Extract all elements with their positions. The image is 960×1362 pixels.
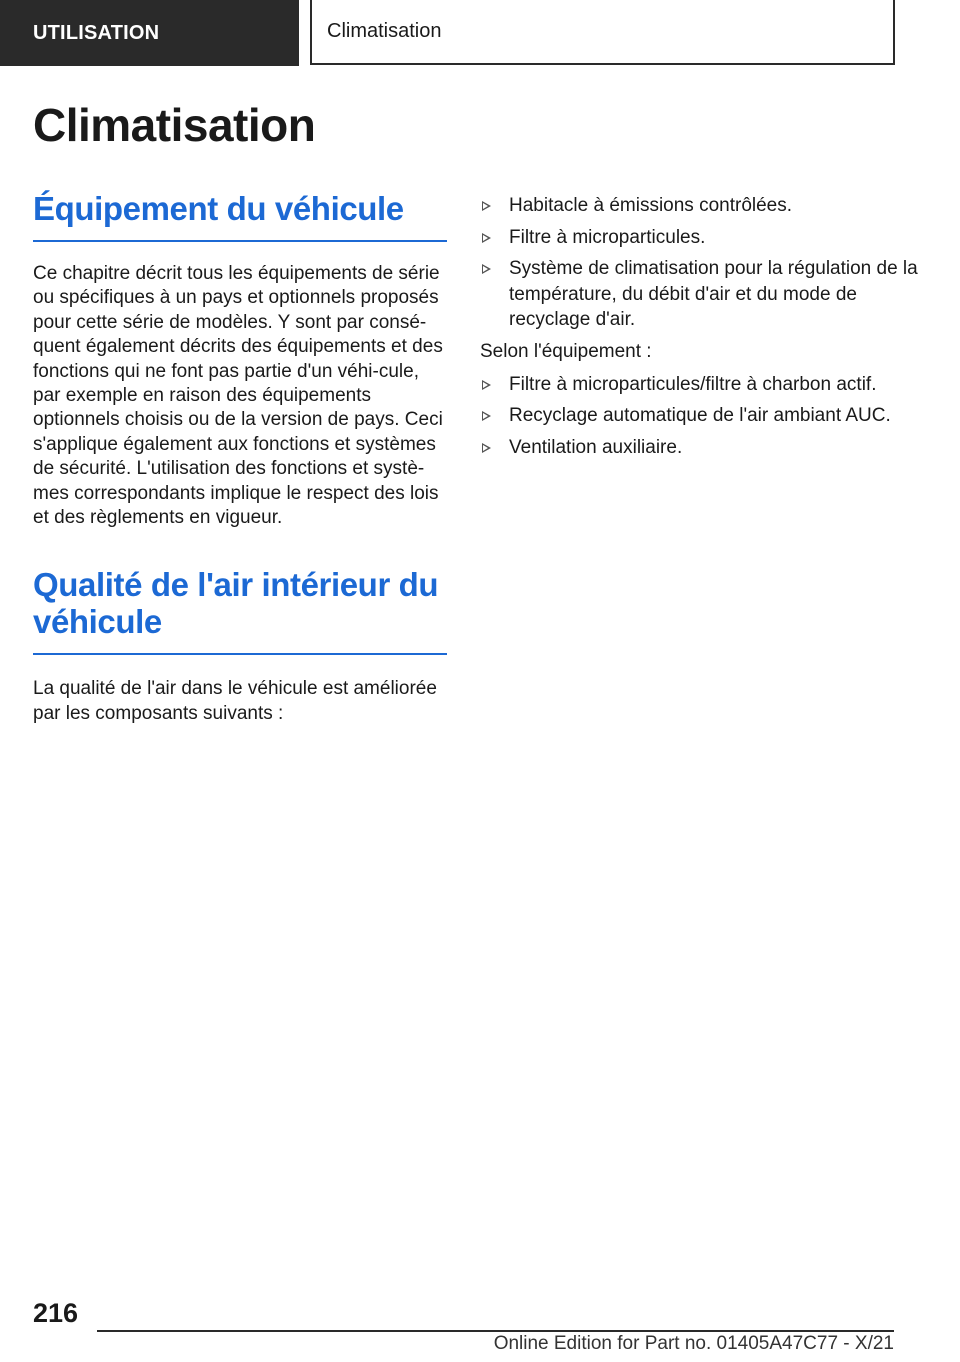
page-number: 216 bbox=[33, 1298, 79, 1328]
section-tab-label: UTILISATION bbox=[33, 21, 160, 44]
bullet-triangle-icon bbox=[482, 201, 491, 211]
bullet-triangle-icon bbox=[482, 380, 491, 390]
page-title: Climatisation bbox=[33, 99, 316, 151]
bullet-triangle-icon bbox=[482, 443, 491, 453]
bullet-triangle-icon bbox=[482, 264, 491, 274]
list-item: Recyclage automatique de l'air ambiant AUC. bbox=[480, 403, 920, 429]
list-item: Système de climatisation pour la régulation de la température, du débit d'air et du mode de recyclage d'air. bbox=[480, 256, 920, 333]
right-column bbox=[480, 193, 920, 466]
footer-divider bbox=[97, 1330, 894, 1332]
section-body-equipment: Ce chapitre décrit tous les équipements de série ou spécifiques à un pays et optionnels proposés pour cette série de modèles. Y sont par consé-quent également décrits des équipements et des fonctions qui ne font pas partie d'un véhi-cule, par exemple en raison des équipements optionnels choisis ou de la version de pays. Ceci s'applique également aux fonctions et systèmes de sécurité. L'utilisation des fonctions et systè-mes correspondants implique le respect des lois et des règlements en vigueur. bbox=[33, 263, 443, 529]
equipment-label: Selon l'équipement : bbox=[480, 340, 652, 362]
chapter-label: Climatisation bbox=[327, 20, 442, 42]
footer-edition: Online Edition for Part no. 01405A47C77 - X/21 bbox=[493, 1333, 894, 1354]
components-list bbox=[480, 193, 920, 333]
header-chapter-box bbox=[310, 0, 895, 65]
list-item: Ventilation auxiliaire. bbox=[480, 435, 920, 461]
optional-components-list bbox=[480, 372, 920, 461]
list-item: Filtre à microparticules/filtre à charbon actif. bbox=[480, 372, 920, 398]
left-column bbox=[33, 190, 447, 726]
section-title-equipment: Équipement du véhicule bbox=[33, 190, 447, 242]
bullet-triangle-icon bbox=[482, 411, 491, 421]
bullet-triangle-icon bbox=[482, 233, 491, 243]
list-item: Habitacle à émissions contrôlées. bbox=[480, 193, 920, 219]
list-item: Filtre à microparticules. bbox=[480, 225, 920, 251]
section-body-air-quality: La qualité de l'air dans le véhicule est améliorée par les composants suivants : bbox=[33, 678, 437, 724]
header-section-tab bbox=[0, 0, 299, 66]
section-title-air-quality: Qualité de l'air intérieur du véhicule bbox=[33, 566, 447, 655]
